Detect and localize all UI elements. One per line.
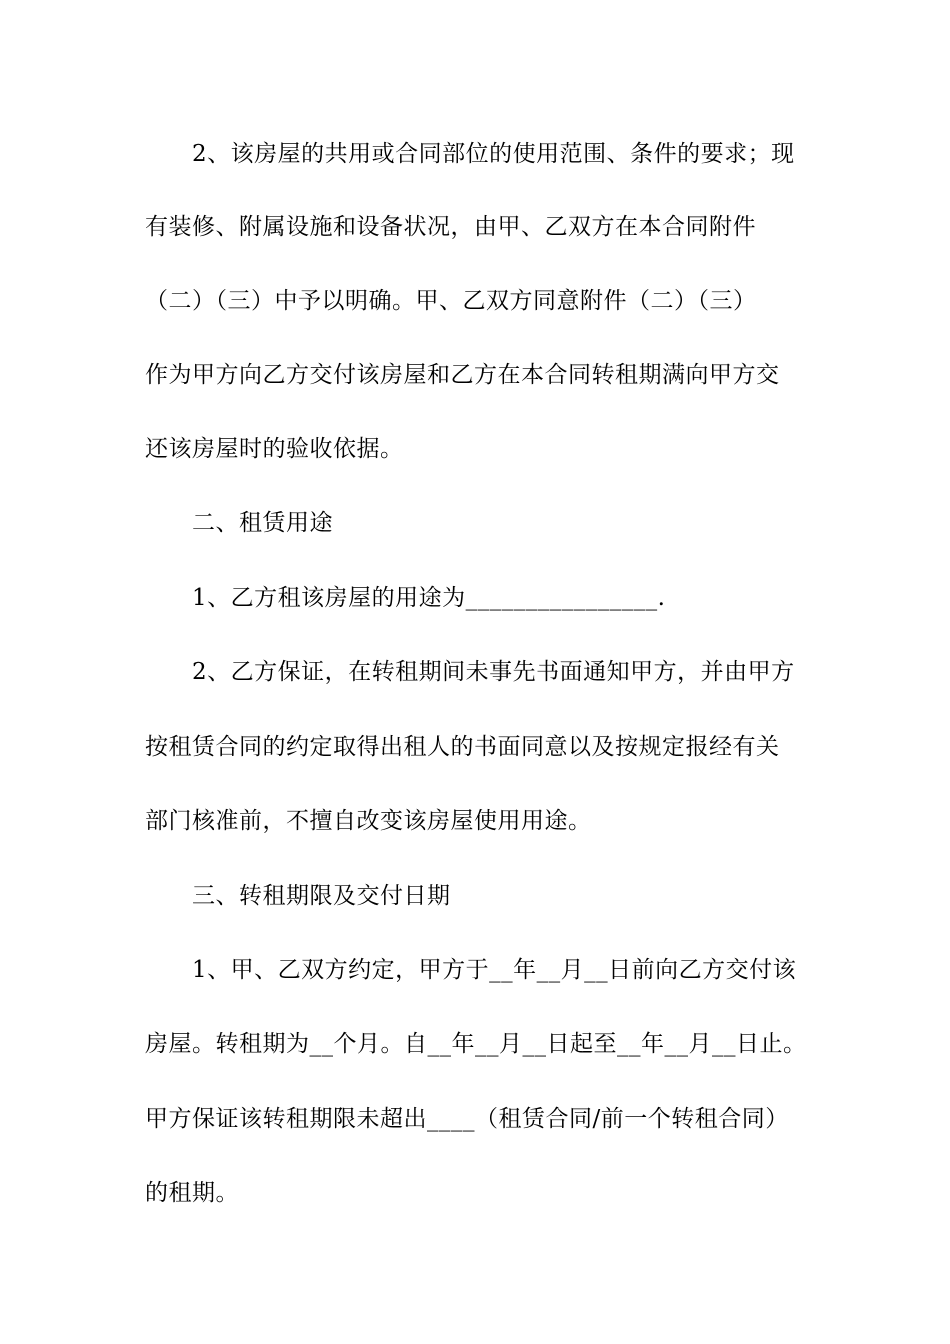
paragraph-line-13: 房屋。转租期为__个月。自__年__月__日起至__年__月__日止。 [145,1031,807,1057]
paragraph-line-10: 部门核准前，不擅自改变该房屋使用用途。 [145,808,592,834]
paragraph-line-1: 2、该房屋的共用或合同部位的使用范围、条件的要求；现 [192,141,795,167]
section-heading-purpose: 二、租赁用途 [192,510,333,536]
paragraph-line-2: 有装修、附属设施和设备状况，由甲、乙双方在本合同附件 [145,214,756,240]
paragraph-line-9: 按租赁合同的约定取得出租人的书面同意以及按规定报经有关 [145,734,780,760]
paragraph-line-3: （二）（三）中予以明确。甲、乙双方同意附件（二）（三） [145,288,757,314]
paragraph-line-8: 2、乙方保证，在转租期间未事先书面通知甲方，并由甲方 [192,659,795,685]
paragraph-line-5: 还该房屋时的验收依据。 [145,436,404,462]
section-heading-term: 三、转租期限及交付日期 [192,883,451,909]
paragraph-line-15: 的租期。 [145,1180,239,1206]
paragraph-line-4: 作为甲方向乙方交付该房屋和乙方在本合同转租期满向甲方交 [145,362,780,388]
paragraph-line-12: 1、甲、乙双方约定，甲方于__年__月__日前向乙方交付该 [192,957,797,983]
paragraph-line-7: 1、乙方租该房屋的用途为________________. [192,585,666,611]
paragraph-line-14: 甲方保证该转租期限未超出____（租赁合同/前一个转租合同） [145,1106,789,1132]
